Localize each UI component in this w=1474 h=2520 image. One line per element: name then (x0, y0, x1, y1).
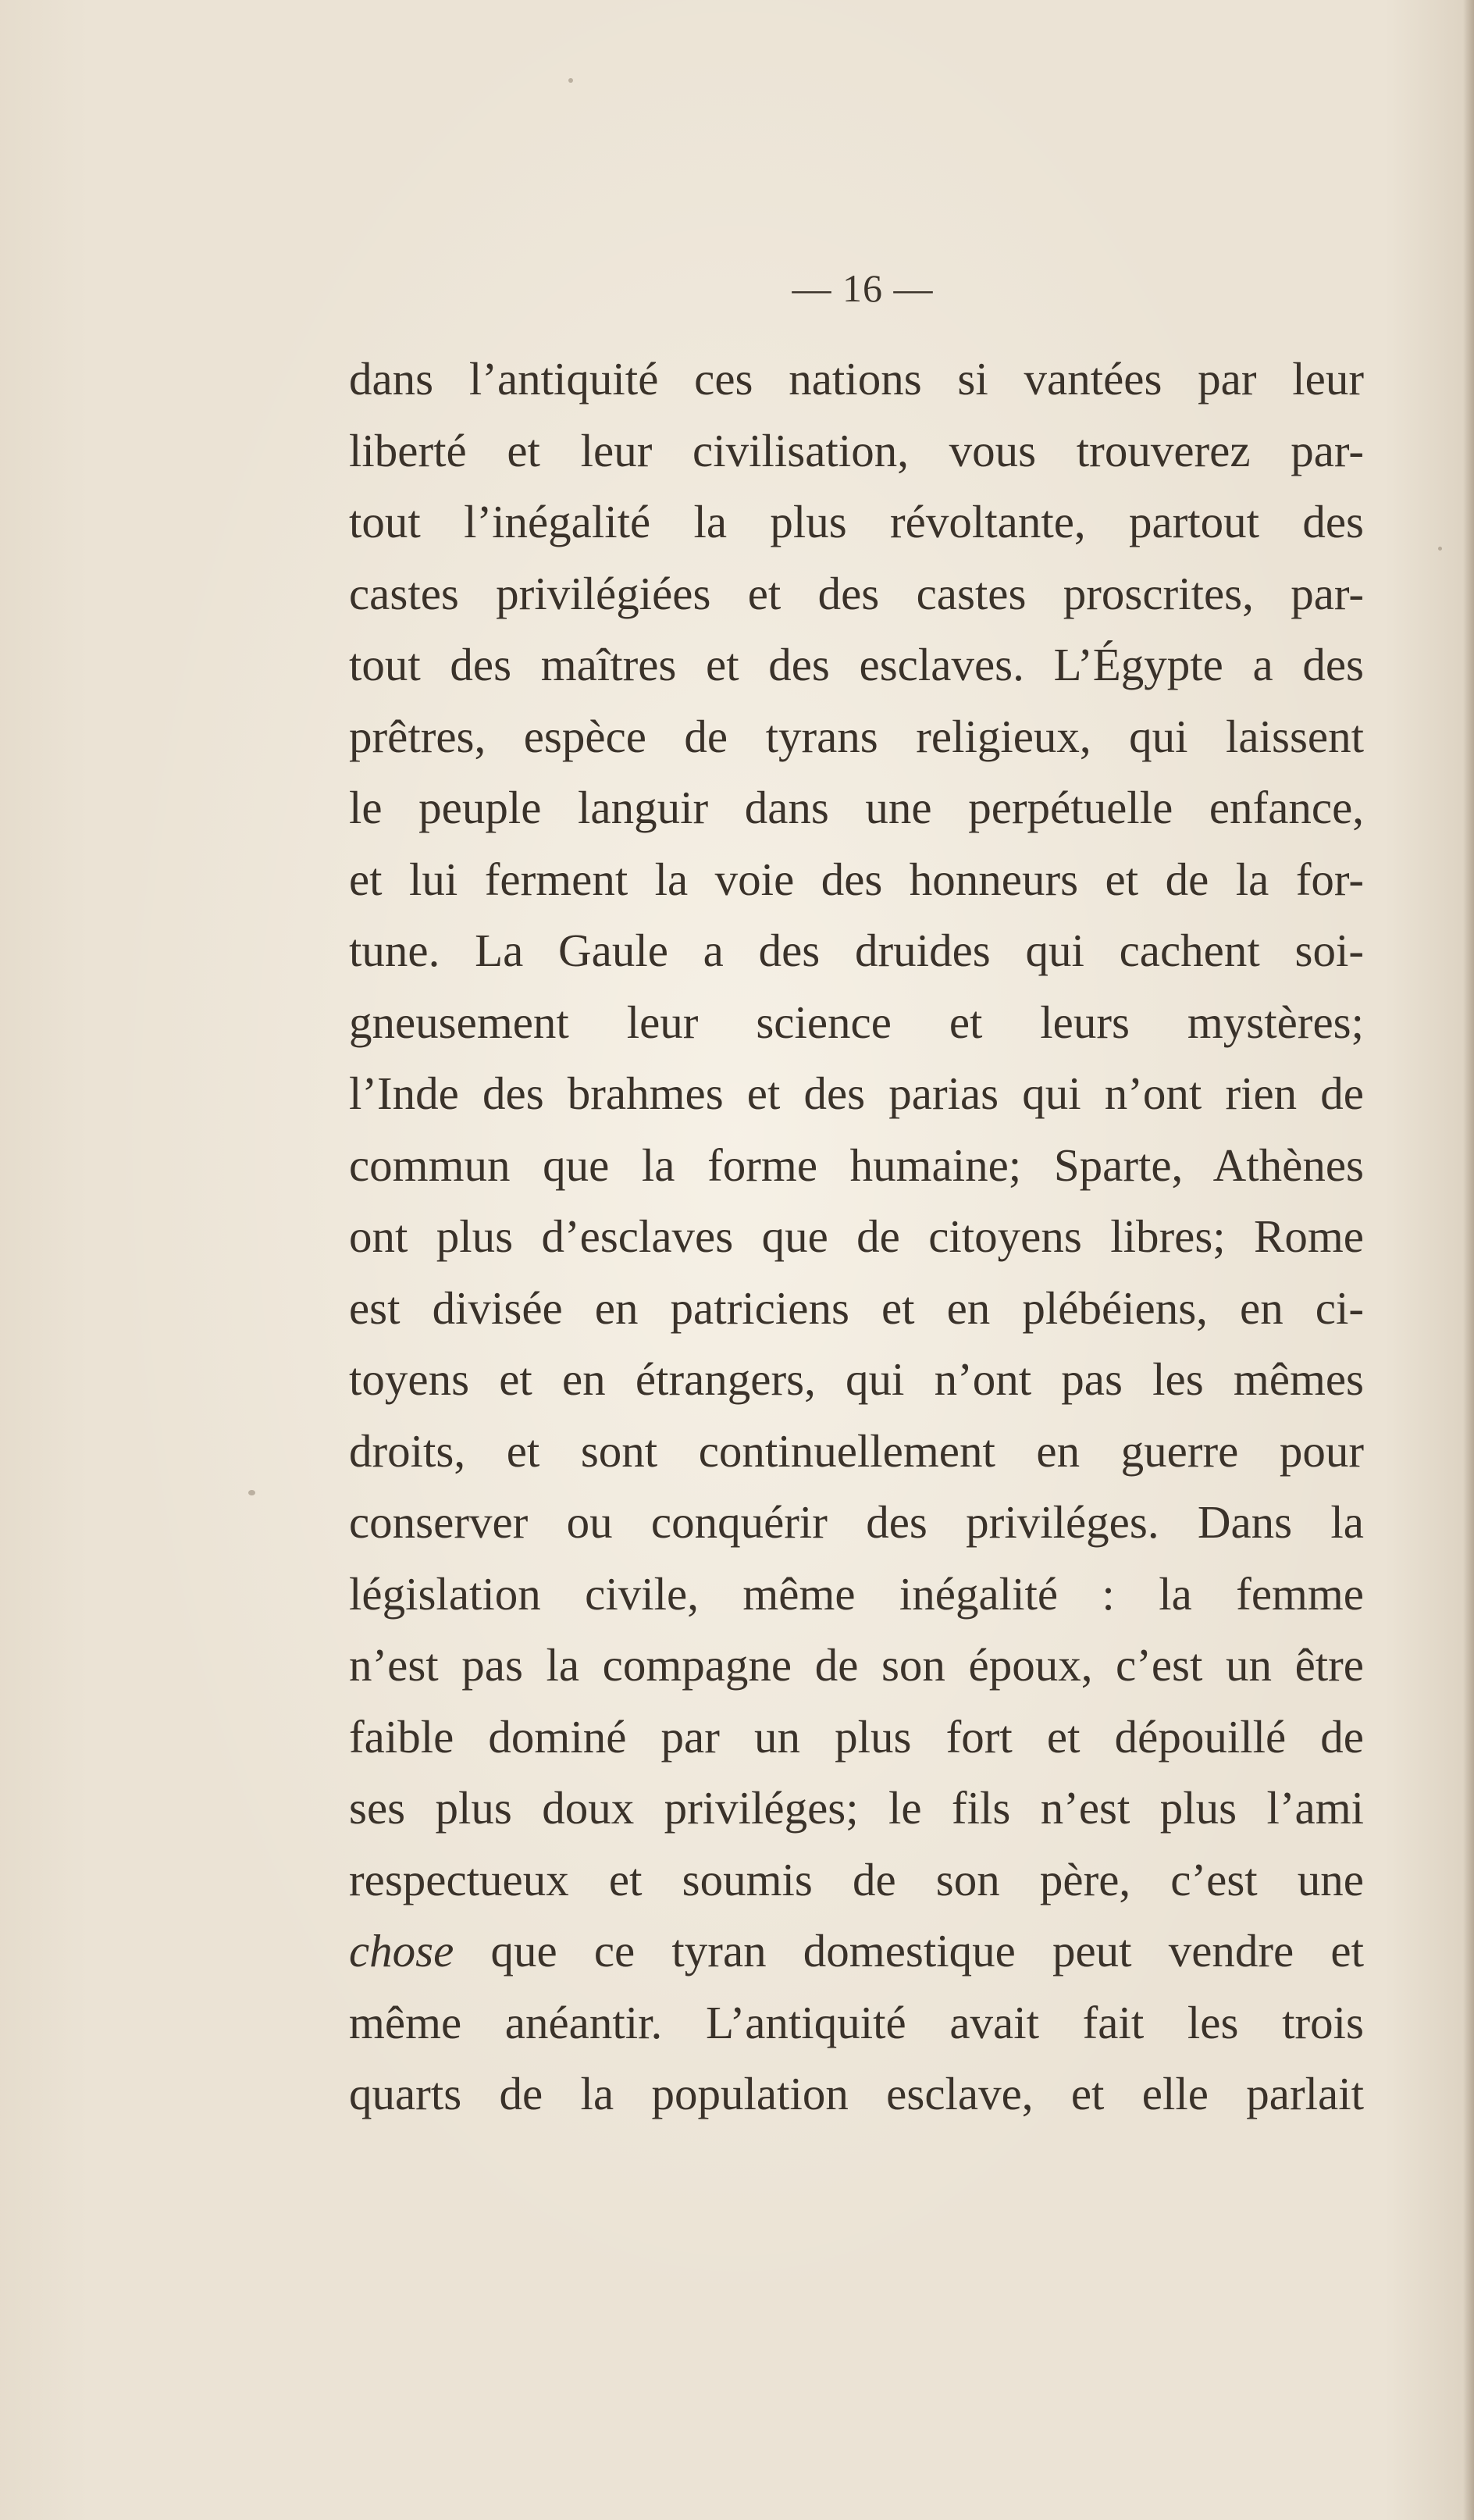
paper-speck (248, 1490, 255, 1495)
text-line: est divisée en patriciens et en plébéiens, en ci- (349, 1281, 1364, 1334)
text-line: droits, et sont continuellement en guerre pour (349, 1424, 1364, 1477)
italic-line-rest: que ce tyran domestique peut vendre et (454, 1925, 1364, 1976)
text-line: tout des maîtres et des esclaves. L’Égypte a des (349, 639, 1364, 690)
text-line: toyens et en étrangers, qui n’ont pas les mêmes (349, 1353, 1364, 1405)
body-text (349, 344, 1364, 2130)
text-line: quarts de la population esclave, et elle parlait (349, 2068, 1364, 2119)
text-line: ses plus doux priviléges; le fils n’est plus l’ami (349, 1782, 1364, 1834)
text-line: liberté et leur civilisation, vous trouverez par- (349, 424, 1364, 476)
text-line: n’est pas la compagne de son époux, c’est un être (349, 1639, 1364, 1691)
text-line: conserver ou conquérir des priviléges. Dans la (349, 1496, 1364, 1548)
text-line: castes privilégiées et des castes proscrites, par- (349, 567, 1364, 619)
text-line: législation civile, même inégalité : la femme (349, 1567, 1364, 1620)
text-line: dans l’antiquité ces nations si vantées par leur (349, 353, 1364, 405)
text-line: gneusement leur science et leurs mystères; (349, 996, 1364, 1048)
text-line: faible dominé par un plus fort et dépouillé de (349, 1710, 1364, 1763)
text-line: le peuple languir dans une perpétuelle enfance, (349, 782, 1364, 833)
paper-speck (568, 78, 573, 83)
text-line: ont plus d’esclaves que de citoyens libres; Rome (349, 1210, 1364, 1262)
page-edge-shadow (1463, 0, 1474, 2520)
page-number: — 16 — (792, 266, 934, 310)
paper-speck (1438, 547, 1442, 551)
text-line: tout l’inégalité la plus révoltante, partout des (349, 496, 1364, 547)
italic-word: chose (349, 1925, 454, 1976)
text-line: commun que la forme humaine; Sparte, Athènes (349, 1139, 1364, 1191)
text-line: tune. La Gaule a des druides qui cachent soi- (349, 925, 1364, 976)
text-line: et lui ferment la voie des honneurs et de la for- (349, 853, 1364, 905)
text-line: même anéantir. L’antiquité avait fait les trois (349, 1996, 1364, 2048)
text-line: respectueux et soumis de son père, c’est une (349, 1853, 1364, 1905)
text-line: l’Inde des brahmes et des parias qui n’ont rien de (349, 1068, 1364, 1119)
text-line: prêtres, espèce de tyrans religieux, qui laissent (349, 710, 1364, 762)
text-line-italic (349, 1916, 1364, 1987)
